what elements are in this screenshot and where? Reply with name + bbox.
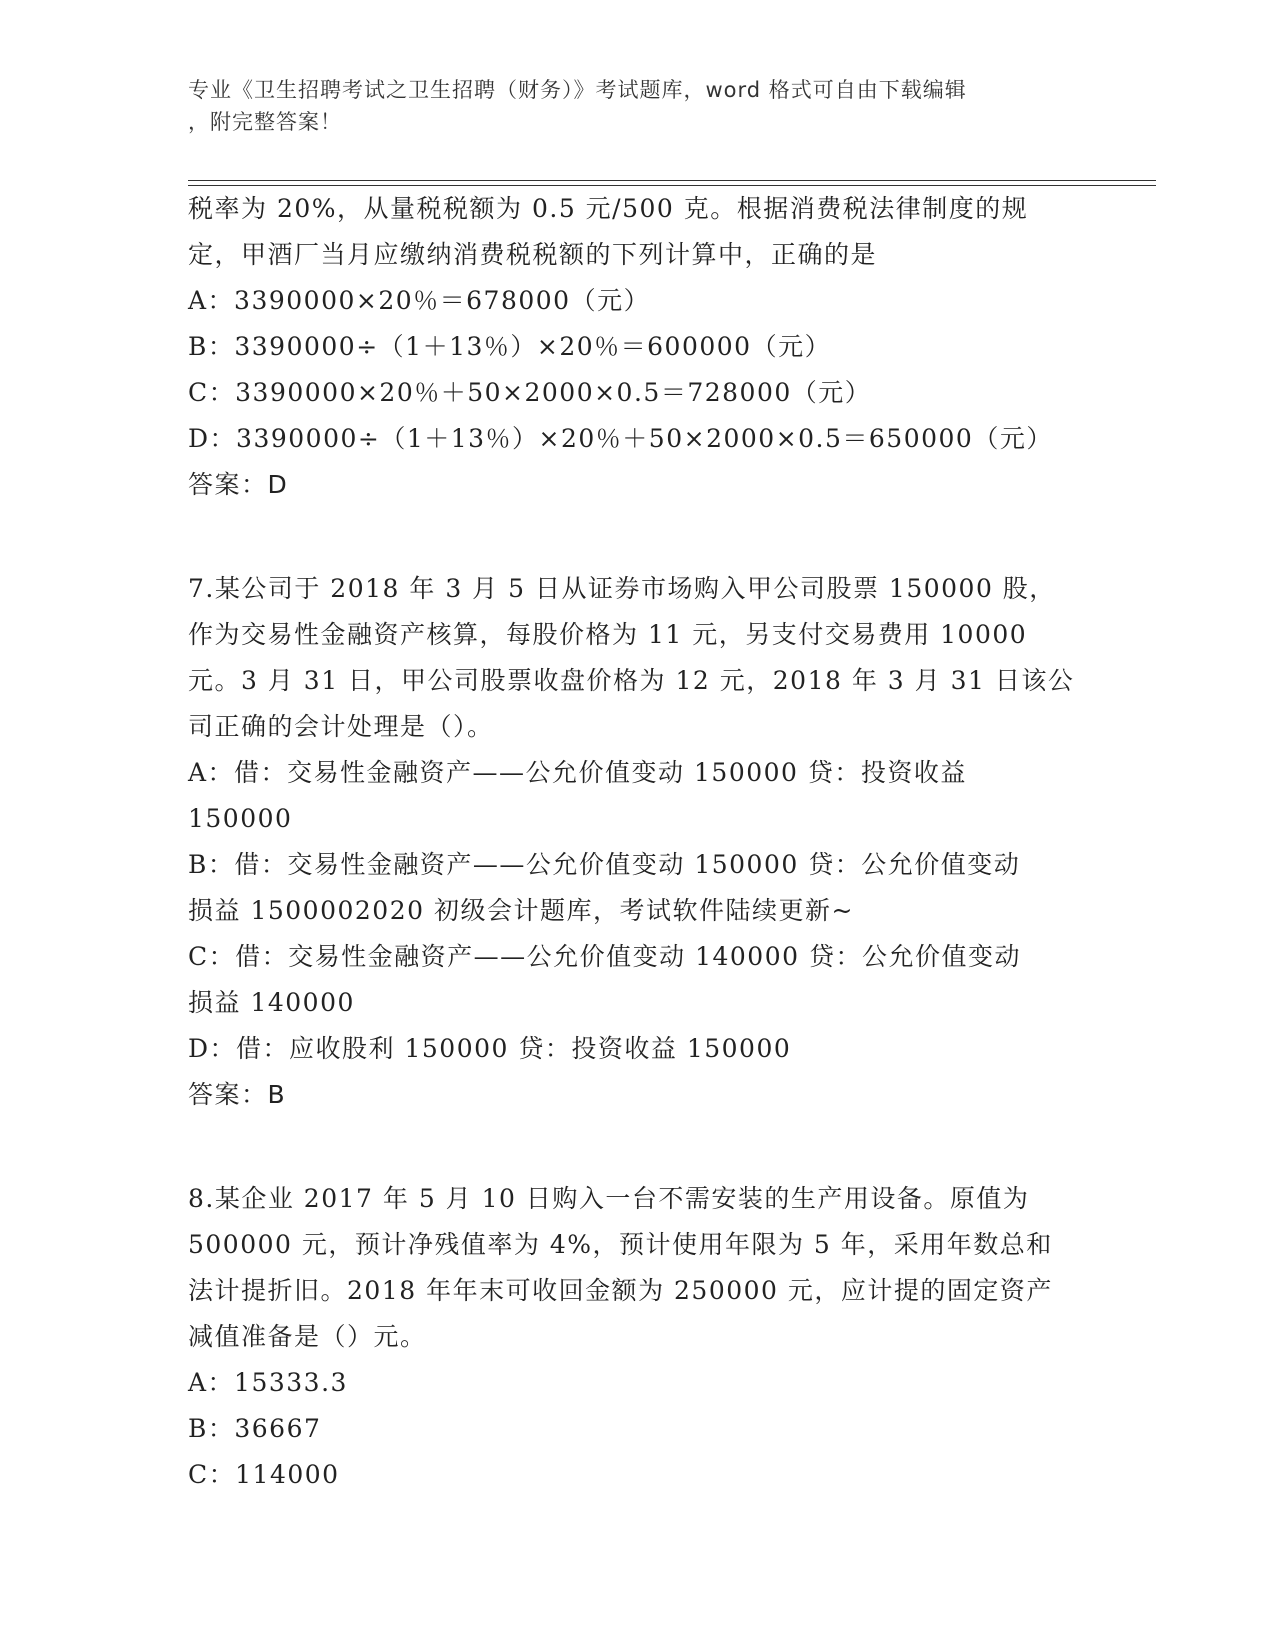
question-text-line: 司正确的会计处理是（）。 xyxy=(188,712,494,741)
question-text-line: 法计提折旧。2018 年年末可收回金额为 250000 元，应计提的固定资产 xyxy=(188,1276,1053,1305)
option-a: A：借：交易性金融资产——公允价值变动 150000 贷：投资收益 xyxy=(188,758,967,787)
answer-label: 答案：D xyxy=(188,470,289,499)
option-c-continued: 损益 140000 xyxy=(188,988,355,1017)
option-b: B：36667 xyxy=(188,1414,322,1443)
option-a-continued: 150000 xyxy=(188,804,293,833)
question-spacer xyxy=(188,508,1088,566)
option-d: D：借：应收股利 150000 贷：投资收益 150000 xyxy=(188,1034,792,1063)
option-a: A：3390000×20％＝678000（元） xyxy=(188,286,651,315)
header-line-2: ，附完整答案！ xyxy=(188,110,342,134)
question-text-line: 500000 元，预计净残值率为 4%，预计使用年限为 5 年，采用年数总和 xyxy=(188,1230,1053,1259)
question-text-line: 7.某公司于 2018 年 3 月 5 日从证券市场购入甲公司股票 150000 股， xyxy=(188,574,1056,603)
option-b-continued: 损益 1500002020 初级会计题库，考试软件陆续更新~ xyxy=(188,896,854,925)
header-line-1: 专业《卫生招聘考试之卫生招聘（财务）》考试题库，word 格式可自由下载编辑 xyxy=(188,78,967,102)
question-text-line: 减值准备是（）元。 xyxy=(188,1322,427,1351)
question-6-tail xyxy=(188,186,1088,508)
question-spacer xyxy=(188,1118,1088,1176)
option-c: C：3390000×20％＋50×2000×0.5＝728000（元） xyxy=(188,378,872,407)
question-8 xyxy=(188,1176,1088,1498)
question-text-line: 元。3 月 31 日，甲公司股票收盘价格为 12 元，2018 年 3 月 31 日该公 xyxy=(188,666,1075,695)
option-d: D：3390000÷（1＋13％）×20％＋50×2000×0.5＝650000（元） xyxy=(188,424,1053,453)
question-text-line: 税率为 20%，从量税税额为 0.5 元/500 克。根据消费税法律制度的规 xyxy=(188,194,1029,223)
question-text-line: 8.某企业 2017 年 5 月 10 日购入一台不需安装的生产用设备。原值为 xyxy=(188,1184,1030,1213)
option-c: C：借：交易性金融资产——公允价值变动 140000 贷：公允价值变动 xyxy=(188,942,1021,971)
option-b: B：借：交易性金融资产——公允价值变动 150000 贷：公允价值变动 xyxy=(188,850,1021,879)
answer-label: 答案：B xyxy=(188,1080,287,1109)
document-body xyxy=(188,186,1088,1498)
question-text-line: 定，甲酒厂当月应缴纳消费税税额的下列计算中，正确的是 xyxy=(188,240,878,269)
option-a: A：15333.3 xyxy=(188,1368,348,1397)
document-header xyxy=(188,74,1068,138)
option-c: C：114000 xyxy=(188,1460,340,1489)
option-b: B：3390000÷（1＋13％）×20％＝600000（元） xyxy=(188,332,832,361)
question-text-line: 作为交易性金融资产核算，每股价格为 11 元，另支付交易费用 10000 xyxy=(188,620,1028,649)
question-7 xyxy=(188,566,1088,1118)
header-divider-top xyxy=(188,180,1156,181)
